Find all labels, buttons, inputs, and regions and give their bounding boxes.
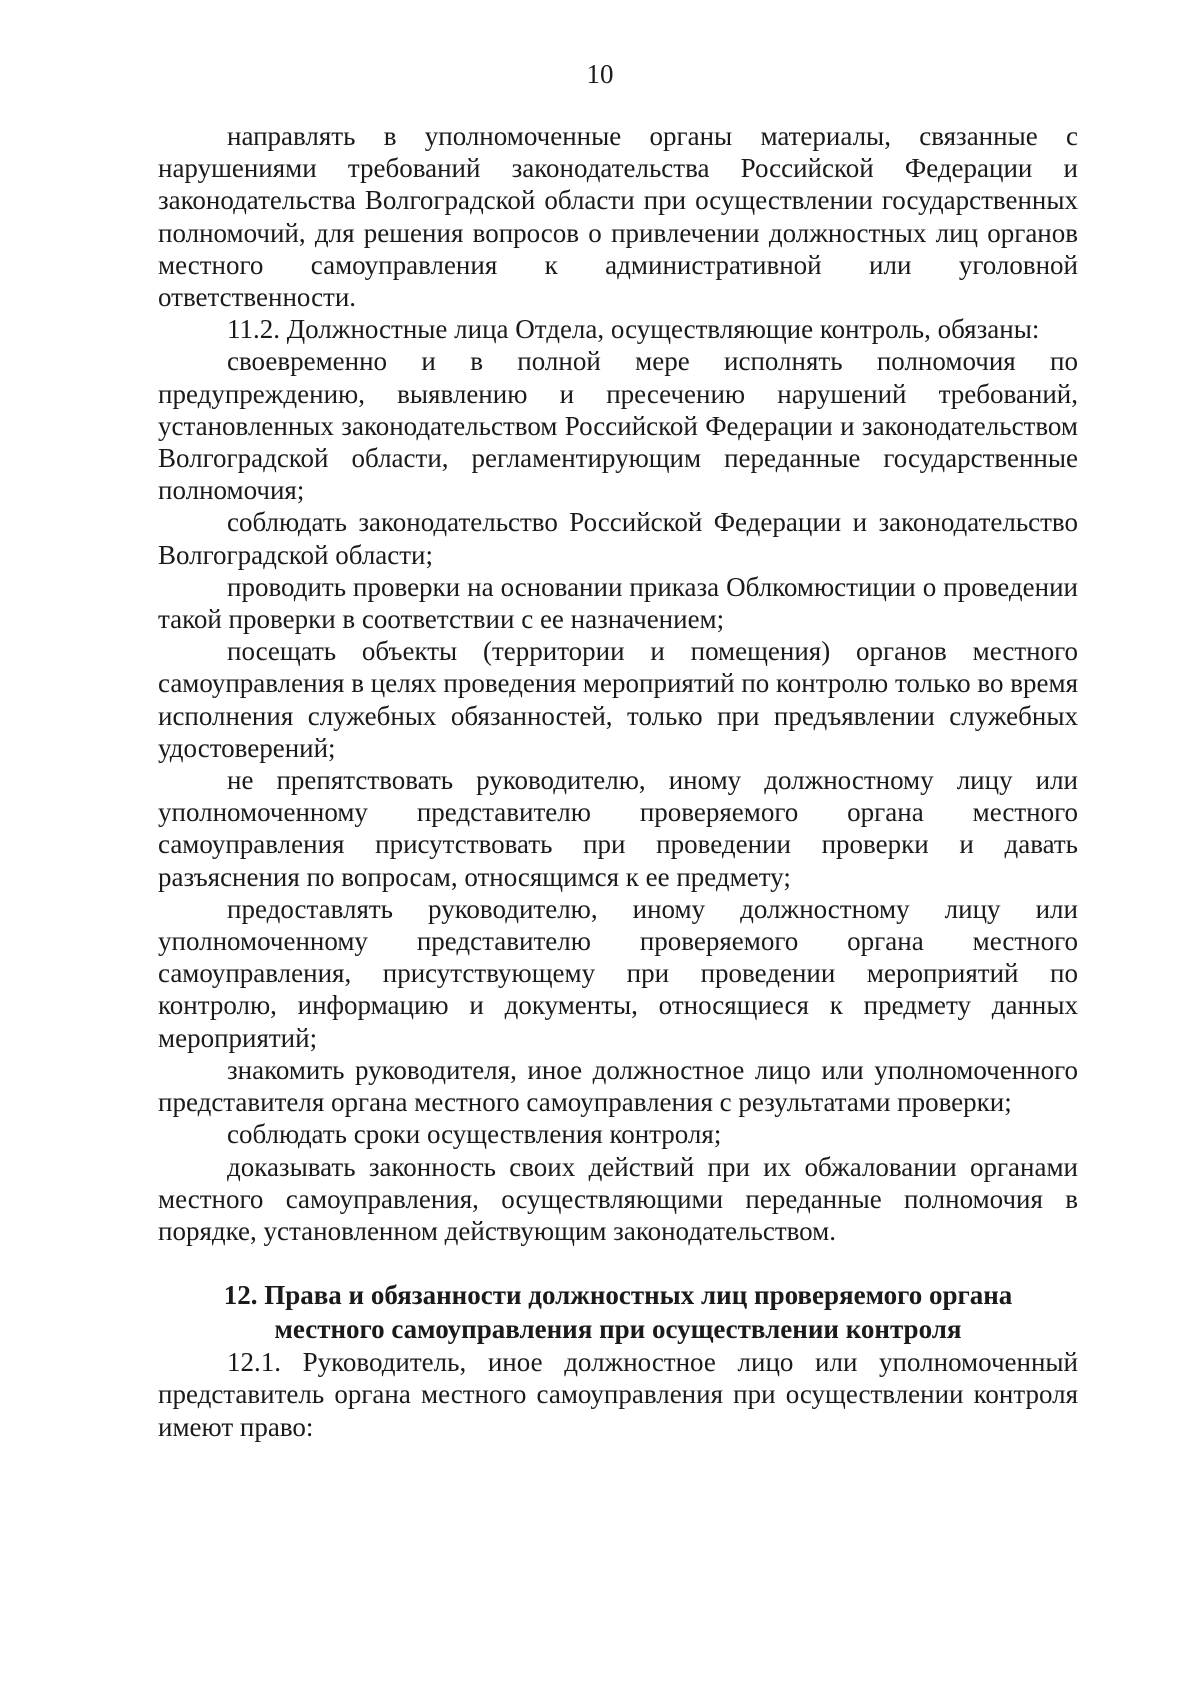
section-heading: 12. Права и обязанности должностных лиц проверяемого органа местного самоуправления при осуществлении контроля bbox=[223, 1280, 1013, 1345]
paragraph: соблюдать законодательство Российской Федерации и законодательство Волгоградской области; bbox=[158, 507, 1078, 570]
paragraph: своевременно и в полной мере исполнять полномочия по предупреждению, выявлению и пресечению нарушений требований, установленных законодательством Российской Федерации и законодательством Волгоградской области, регламентирующим переданные государственные полномочия; bbox=[158, 346, 1078, 506]
paragraph: доказывать законность своих действий при их обжаловании органами местного самоуправления, осуществляющими переданные полномочия в порядке, установленном действующим законодательством. bbox=[158, 1151, 1078, 1246]
paragraph: направлять в уполномоченные органы материалы, связанные с нарушениями требований законодательства Российской Федерации и законодательства Волгоградской области при осуществлении государственных полномочий, для решения вопросов о привлечении должностных лиц органов местного самоуправления к административной или уголовной ответственности. bbox=[158, 121, 1078, 313]
document-body bbox=[158, 120, 1078, 1443]
page-number: 10 bbox=[586, 59, 614, 89]
paragraph: 11.2. Должностные лица Отдела, осуществляющие контроль, обязаны: bbox=[227, 314, 1040, 345]
paragraph: проводить проверки на основании приказа Облкомюстиции о проведении такой проверки в соответствии с ее назначением; bbox=[158, 571, 1078, 635]
paragraph: соблюдать сроки осуществления контроля; bbox=[227, 1119, 722, 1150]
paragraph: предоставлять руководителю, иному должностному лицу или уполномоченному представителю проверяемого органа местного самоуправления, присутствующему при проведении мероприятий по контролю, информацию и документы, относящиеся к предмету данных мероприятий; bbox=[158, 893, 1078, 1053]
paragraph: знакомить руководителя, иное должностное лицо или уполномоченного представителя органа местного самоуправления с результатами проверки; bbox=[158, 1054, 1078, 1118]
paragraph: посещать объекты (территории и помещения) органов местного самоуправления в целях проведения мероприятий по контролю только во время исполнения служебных обязанностей, только при предъявлении служебных удостоверений; bbox=[158, 636, 1078, 763]
paragraph: не препятствовать руководителю, иному должностному лицу или уполномоченному представителю проверяемого органа местного самоуправления присутствовать при проведении проверки и давать разъяснения по вопросам, относящимся к ее предмету; bbox=[158, 765, 1078, 892]
paragraph: 12.1. Руководитель, иное должностное лицо или уполномоченный представитель органа местного самоуправления при осуществлении контроля имеют право: bbox=[158, 1347, 1078, 1442]
